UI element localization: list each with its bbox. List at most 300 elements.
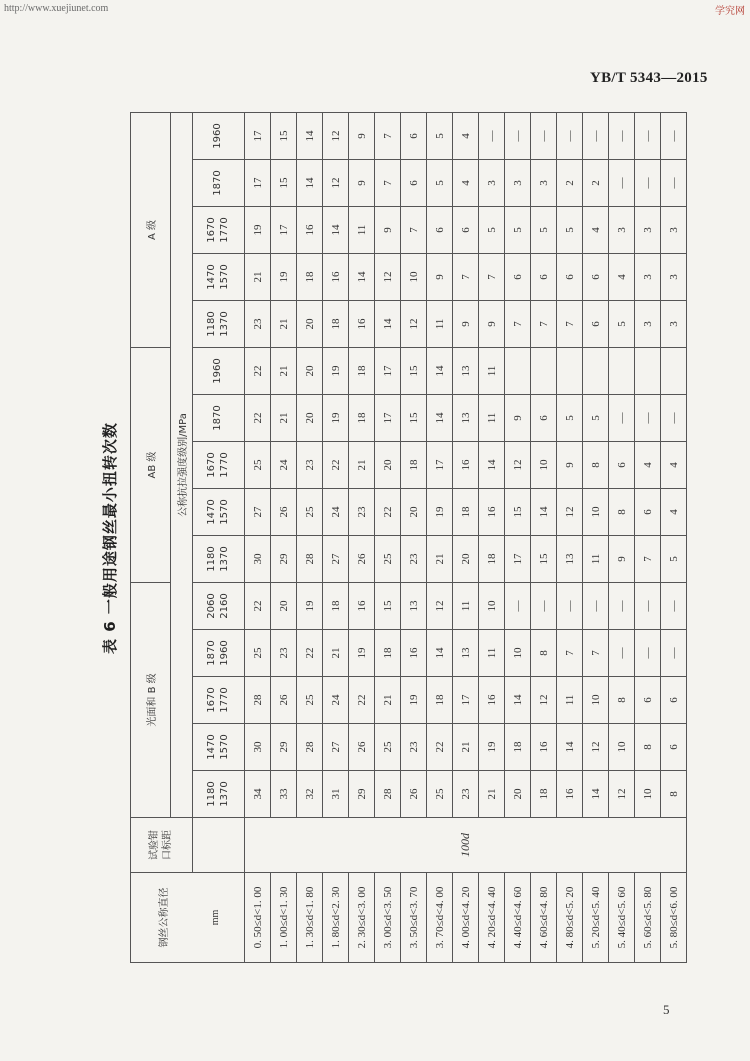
turns-value: —: [661, 160, 687, 207]
table-caption: 表 6 一般用途钢丝最小扭转次数: [101, 422, 119, 654]
turns-value: 9: [505, 395, 531, 442]
diameter-header: [131, 873, 245, 963]
strength-value: 1870: [212, 405, 224, 431]
turns-value: 18: [323, 583, 349, 630]
turns-value: 9: [453, 301, 479, 348]
turns-value: —: [661, 395, 687, 442]
turns-value: 6: [635, 677, 661, 724]
turns-value: 17: [427, 442, 453, 489]
turns-value: 3: [505, 160, 531, 207]
turns-value: 17: [505, 536, 531, 583]
turns-value: 14: [349, 254, 375, 301]
turns-value: 11: [557, 677, 583, 724]
turns-value: 14: [583, 771, 609, 818]
turns-value: —: [479, 112, 505, 159]
strength-grade-7: [193, 442, 245, 489]
turns-value: 7: [479, 254, 505, 301]
turns-value: 14: [297, 112, 323, 159]
turns-value: 5: [661, 536, 687, 583]
turns-value: 17: [271, 207, 297, 254]
turns-value: 32: [297, 771, 323, 818]
turns-value: 5: [427, 112, 453, 159]
turns-value: 6: [609, 442, 635, 489]
turns-value: —: [505, 583, 531, 630]
turns-value: —: [635, 630, 661, 677]
turns-value: 9: [349, 160, 375, 207]
strength-value: 1570: [218, 499, 230, 525]
group-header-ab: AB 级: [131, 348, 171, 583]
turns-value: 5: [609, 301, 635, 348]
turns-value: 3: [635, 301, 661, 348]
turns-value: —: [557, 583, 583, 630]
turns-value: 18: [427, 677, 453, 724]
turns-value: 17: [375, 348, 401, 395]
turns-value: —: [531, 583, 557, 630]
diameter-range: 5. 20≤d<5. 40: [583, 873, 609, 963]
turns-value: 2: [583, 160, 609, 207]
turns-value: 4: [661, 489, 687, 536]
turns-value: 31: [323, 771, 349, 818]
turns-value: 5: [505, 207, 531, 254]
turns-value: 10: [609, 724, 635, 771]
turns-value: 27: [323, 724, 349, 771]
turns-value: 9: [557, 442, 583, 489]
turns-value: 19: [297, 583, 323, 630]
strength-grade-10: [193, 301, 245, 348]
turns-value: 16: [297, 207, 323, 254]
turns-value: 8: [609, 677, 635, 724]
strength-value: 1960: [212, 123, 224, 149]
strength-value: 1470: [206, 264, 217, 290]
turns-value: 21: [271, 348, 297, 395]
turns-value: 19: [401, 677, 427, 724]
turns-value: 7: [531, 301, 557, 348]
turns-value: 14: [505, 677, 531, 724]
diameter-range: 4. 60≤d<4. 80: [531, 873, 557, 963]
turns-value: 6: [505, 254, 531, 301]
turns-value: —: [661, 112, 687, 159]
diameter-range: 1. 00≤d<1. 30: [271, 873, 297, 963]
turns-value: —: [635, 160, 661, 207]
turns-value: 18: [505, 724, 531, 771]
turns-value: 15: [271, 112, 297, 159]
turns-value: 19: [479, 724, 505, 771]
turns-value: 5: [427, 160, 453, 207]
turns-value: 12: [557, 489, 583, 536]
turns-value: —: [609, 583, 635, 630]
turns-value: 24: [323, 489, 349, 536]
turns-value: 14: [427, 630, 453, 677]
turns-value: 6: [427, 207, 453, 254]
turns-value: 16: [531, 724, 557, 771]
turns-value: 25: [297, 677, 323, 724]
strength-grade-11: [193, 254, 245, 301]
turns-value: 11: [479, 630, 505, 677]
strength-value: 2160: [218, 593, 230, 619]
turns-value: 3: [479, 160, 505, 207]
turns-value: [635, 348, 661, 395]
diameter-header-label: 钢丝公称直径: [158, 887, 170, 948]
strength-value: 1670: [206, 217, 217, 243]
turns-value: 21: [271, 395, 297, 442]
turns-value: 6: [583, 301, 609, 348]
turns-value: 18: [349, 348, 375, 395]
turns-value: 3: [609, 207, 635, 254]
turns-value: 12: [401, 301, 427, 348]
turns-value: —: [557, 112, 583, 159]
turns-value: 15: [401, 395, 427, 442]
turns-value: 13: [557, 536, 583, 583]
diameter-range: 5. 60≤d<5. 80: [635, 873, 661, 963]
turns-value: 21: [323, 630, 349, 677]
strength-value: 1770: [218, 687, 230, 713]
turns-value: 7: [453, 254, 479, 301]
diameter-range: 3. 50≤d<3. 70: [401, 873, 427, 963]
turns-value: 18: [323, 301, 349, 348]
turns-value: 14: [375, 301, 401, 348]
turns-value: 22: [349, 677, 375, 724]
turns-value: 5: [557, 207, 583, 254]
turns-value: 2: [557, 160, 583, 207]
turns-value: —: [661, 630, 687, 677]
turns-value: —: [583, 583, 609, 630]
turns-value: 15: [505, 489, 531, 536]
turns-value: 28: [297, 536, 323, 583]
turns-value: 24: [323, 677, 349, 724]
turns-value: 23: [401, 536, 427, 583]
turns-value: 7: [375, 160, 401, 207]
turns-value: 20: [271, 583, 297, 630]
diameter-range: 3. 00≤d<3. 50: [375, 873, 401, 963]
rotated-table-block: [90, 113, 680, 963]
turns-value: 15: [271, 160, 297, 207]
strength-value: 1180: [206, 781, 217, 807]
turns-value: 10: [583, 489, 609, 536]
diameter-range: 1. 80≤d<2. 30: [323, 873, 349, 963]
turns-value: 11: [583, 536, 609, 583]
turns-value: 6: [401, 160, 427, 207]
strength-value: 2060: [206, 593, 217, 619]
turns-value: [609, 348, 635, 395]
diameter-range: 0. 50≤d<1. 00: [245, 873, 271, 963]
turns-value: 14: [427, 395, 453, 442]
turns-value: 6: [531, 395, 557, 442]
turns-value: 3: [661, 301, 687, 348]
diameter-unit: mm: [209, 909, 221, 926]
strength-grade-5: [193, 536, 245, 583]
turns-value: 17: [245, 160, 271, 207]
turns-value: 10: [583, 677, 609, 724]
turns-value: —: [635, 583, 661, 630]
turns-value: 7: [583, 630, 609, 677]
turns-value: —: [609, 160, 635, 207]
turns-value: 8: [609, 489, 635, 536]
strength-value: 1870: [212, 170, 224, 196]
turns-value: 4: [583, 207, 609, 254]
turns-value: 3: [661, 254, 687, 301]
strength-value: 1370: [218, 546, 230, 572]
turns-value: 5: [557, 395, 583, 442]
strength-value: 1670: [206, 687, 217, 713]
turns-value: 8: [583, 442, 609, 489]
turns-value: 8: [635, 724, 661, 771]
turns-value: —: [531, 112, 557, 159]
strength-value: 1470: [206, 499, 217, 525]
strength-value: 1180: [206, 311, 217, 337]
strength-grade-0: [193, 771, 245, 818]
turns-value: 15: [531, 536, 557, 583]
strength-value: 1370: [218, 781, 230, 807]
turns-value: 24: [271, 442, 297, 489]
strength-grade-3: [193, 630, 245, 677]
turns-value: 3: [531, 160, 557, 207]
diameter-range: 4. 40≤d<4. 60: [505, 873, 531, 963]
turns-value: 17: [453, 677, 479, 724]
turns-value: 13: [453, 395, 479, 442]
turns-value: 12: [583, 724, 609, 771]
diameter-range: 4. 20≤d<4. 40: [479, 873, 505, 963]
turns-value: [661, 348, 687, 395]
turns-value: 16: [401, 630, 427, 677]
turns-value: 16: [323, 254, 349, 301]
strength-value: 1770: [218, 452, 230, 478]
strength-value: 1570: [218, 264, 230, 290]
turns-value: 9: [609, 536, 635, 583]
turns-value: 22: [297, 630, 323, 677]
source-url[interactable]: http://www.xuejiunet.com: [4, 3, 109, 14]
turns-value: 23: [453, 771, 479, 818]
turns-value: —: [635, 112, 661, 159]
turns-value: 26: [349, 724, 375, 771]
turns-value: 4: [635, 442, 661, 489]
turns-value: 7: [557, 630, 583, 677]
turns-value: 20: [505, 771, 531, 818]
turns-value: 21: [453, 724, 479, 771]
strength-value: 1670: [206, 452, 217, 478]
strength-value: 1770: [218, 217, 230, 243]
turns-value: 25: [375, 536, 401, 583]
strength-grade-13: [193, 160, 245, 207]
turns-value: 25: [245, 442, 271, 489]
strength-value: 1870: [206, 640, 217, 666]
strength-grade-8: [193, 395, 245, 442]
turns-value: 3: [635, 254, 661, 301]
turns-value: 18: [375, 630, 401, 677]
turns-value: 6: [661, 724, 687, 771]
turns-value: 18: [401, 442, 427, 489]
turns-value: 11: [427, 301, 453, 348]
turns-value: 26: [349, 536, 375, 583]
turns-value: 6: [453, 207, 479, 254]
turns-value: 15: [401, 348, 427, 395]
turns-value: 16: [349, 583, 375, 630]
turns-value: 27: [245, 489, 271, 536]
turns-value: 25: [427, 771, 453, 818]
turns-value: 28: [245, 677, 271, 724]
turns-value: 20: [453, 536, 479, 583]
turns-value: —: [661, 583, 687, 630]
turns-value: 19: [323, 348, 349, 395]
turns-value: 5: [479, 207, 505, 254]
turns-value: 12: [323, 112, 349, 159]
strength-grade-1: [193, 724, 245, 771]
turns-value: 15: [375, 583, 401, 630]
turns-value: 21: [245, 254, 271, 301]
turns-value: 23: [271, 630, 297, 677]
strength-grade-6: [193, 489, 245, 536]
diameter-range: 4. 00≤d<4. 20: [453, 873, 479, 963]
page-number: 5: [663, 1002, 670, 1017]
turns-value: 19: [271, 254, 297, 301]
turns-value: 22: [427, 724, 453, 771]
turns-value: 9: [479, 301, 505, 348]
diameter-range: 2. 30≤d<3. 00: [349, 873, 375, 963]
turns-value: 22: [245, 395, 271, 442]
turns-value: 10: [401, 254, 427, 301]
turns-value: 11: [453, 583, 479, 630]
strength-value: 1180: [206, 546, 217, 572]
turns-value: 25: [245, 630, 271, 677]
turns-value: 21: [479, 771, 505, 818]
turns-value: 18: [349, 395, 375, 442]
turns-value: 14: [427, 348, 453, 395]
turns-value: 19: [349, 630, 375, 677]
strength-value: 1570: [218, 734, 230, 760]
turns-value: 20: [401, 489, 427, 536]
turns-value: —: [609, 112, 635, 159]
turns-value: 7: [505, 301, 531, 348]
turns-value: 16: [479, 677, 505, 724]
turns-value: —: [609, 630, 635, 677]
turns-value: 7: [375, 112, 401, 159]
turns-value: [531, 348, 557, 395]
turns-value: —: [635, 395, 661, 442]
group-header-plain-b: 光面和 B 级: [131, 583, 171, 818]
turns-value: 21: [375, 677, 401, 724]
turns-value: [557, 348, 583, 395]
turns-value: 5: [583, 395, 609, 442]
diameter-range: 5. 40≤d<5. 60: [609, 873, 635, 963]
turns-value: 4: [453, 112, 479, 159]
turns-value: 18: [531, 771, 557, 818]
turns-value: 29: [349, 771, 375, 818]
turns-value: 25: [297, 489, 323, 536]
strength-value: 1960: [218, 640, 230, 666]
turns-value: 19: [245, 207, 271, 254]
turns-value: 5: [531, 207, 557, 254]
turns-value: 12: [609, 771, 635, 818]
group-header-a: A 级: [131, 112, 171, 347]
turns-value: 30: [245, 724, 271, 771]
turns-value: 10: [635, 771, 661, 818]
turns-value: 8: [661, 771, 687, 818]
turns-value: 21: [271, 301, 297, 348]
turns-value: 23: [401, 724, 427, 771]
strength-grade-4: [193, 583, 245, 630]
turns-value: 4: [609, 254, 635, 301]
turns-value: 34: [245, 771, 271, 818]
turns-value: 14: [479, 442, 505, 489]
turns-value: 9: [427, 254, 453, 301]
jaw-length-value: 100d: [245, 818, 687, 873]
turns-value: 14: [557, 724, 583, 771]
turns-value: 30: [245, 536, 271, 583]
strength-value: 1470: [206, 734, 217, 760]
turns-value: 7: [557, 301, 583, 348]
turns-value: 17: [375, 395, 401, 442]
turns-value: —: [609, 395, 635, 442]
turns-value: 11: [479, 348, 505, 395]
jaw-unit-cell: [193, 818, 245, 873]
turns-value: 6: [661, 677, 687, 724]
turns-value: 6: [583, 254, 609, 301]
turns-value: 13: [401, 583, 427, 630]
strength-value: 1960: [212, 358, 224, 384]
turns-value: 7: [401, 207, 427, 254]
turns-value: 16: [557, 771, 583, 818]
turns-value: 10: [479, 583, 505, 630]
turns-value: 12: [323, 160, 349, 207]
turns-value: 28: [375, 771, 401, 818]
turns-value: 14: [323, 207, 349, 254]
turns-value: 20: [297, 395, 323, 442]
table-row: [245, 112, 271, 962]
diameter-range: 3. 70≤d<4. 00: [427, 873, 453, 963]
turns-value: 22: [245, 583, 271, 630]
turns-value: 23: [349, 489, 375, 536]
turns-value: 28: [297, 724, 323, 771]
jaw-header: 试验钳 口标距: [131, 818, 193, 873]
turns-value: 9: [375, 207, 401, 254]
turns-value: 3: [635, 207, 661, 254]
turns-value: [583, 348, 609, 395]
turns-value: 22: [375, 489, 401, 536]
turns-value: 26: [401, 771, 427, 818]
turns-value: 29: [271, 724, 297, 771]
turns-value: 10: [531, 442, 557, 489]
turns-value: 11: [479, 395, 505, 442]
site-logo-text: 学究网: [715, 6, 745, 17]
turns-value: 14: [531, 489, 557, 536]
turns-value: 29: [271, 536, 297, 583]
turns-value: 14: [297, 160, 323, 207]
turns-value: 23: [245, 301, 271, 348]
strength-grade-9: [193, 348, 245, 395]
standard-number: YB/T 5343—2015: [590, 70, 708, 86]
turns-value: 8: [531, 630, 557, 677]
turns-value: 6: [635, 489, 661, 536]
turns-value: 22: [245, 348, 271, 395]
turns-value: 11: [349, 207, 375, 254]
turns-value: 22: [323, 442, 349, 489]
strength-grade-2: [193, 677, 245, 724]
turns-value: 4: [661, 442, 687, 489]
strength-value: 1370: [218, 311, 230, 337]
strength-grade-14: [193, 112, 245, 159]
turns-value: 10: [505, 630, 531, 677]
turns-value: 12: [531, 677, 557, 724]
turns-value: 20: [297, 301, 323, 348]
turns-value: 21: [427, 536, 453, 583]
turns-value: 20: [297, 348, 323, 395]
turns-value: 19: [427, 489, 453, 536]
turns-value: 21: [349, 442, 375, 489]
turns-value: 6: [531, 254, 557, 301]
diameter-range: 5. 80≤d<6. 00: [661, 873, 687, 963]
turns-value: 16: [479, 489, 505, 536]
turns-value: 20: [375, 442, 401, 489]
turns-value: [505, 348, 531, 395]
